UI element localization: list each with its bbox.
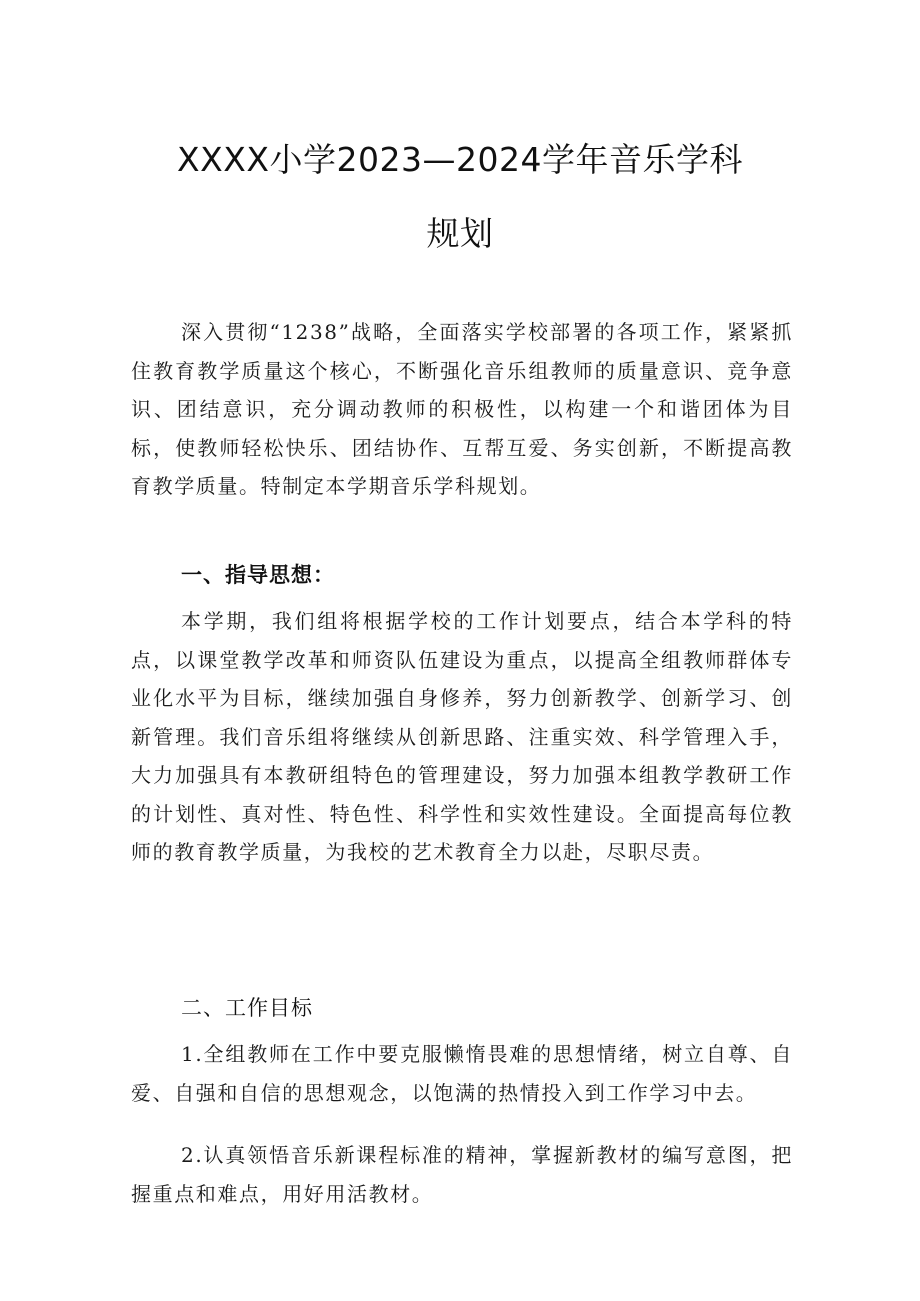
intro-paragraph: 深入贯彻“1238”战略，全面落实学校部署的各项工作，紧紧抓住教育教学质量这个核心，不断强化音乐组教师的质量意识、竞争意识、团结意识，充分调动教师的积极性，以构建一个和谐团体为目标，使教师轻松快乐、团结协作、互帮互爱、务实创新，不断提高教育教学质量。特制定本学期音乐学科规划。: [131, 320, 793, 498]
goal1-paragraph: 1.全组教师在工作中要克服懒惰畏难的思想情绪，树立自尊、自爱、自强和自信的思想观念，以饱满的热情投入到工作学习中去。: [131, 1042, 793, 1105]
section1-block: [131, 602, 793, 872]
section1-heading: 一、指导思想：: [181, 563, 335, 587]
section2-heading: 二、工作目标: [181, 996, 313, 1020]
goal1-block: [131, 1035, 793, 1112]
intro-block: [131, 313, 793, 506]
document-title-line1: XXXX小学2023—2024学年音乐学科: [177, 140, 743, 179]
section1-paragraph: 本学期，我们组将根据学校的工作计划要点，结合本学科的特点，以课堂教学改革和师资队伍建设为重点，以提高全组教师群体专业化水平为目标，继续加强自身修养，努力创新教学、创新学习、创新管理。我们音乐组将继续从创新思路、注重实效、科学管理入手，大力加强具有本教研组特色的管理建设，努力加强本组教学教研工作的计划性、真对性、特色性、科学性和实效性建设。全面提高每位教师的教育教学质量，为我校的艺术教育全力以赴，尽职尽责。: [131, 609, 793, 864]
document-title-line2: 规划: [426, 214, 494, 253]
goal2-block: [131, 1136, 793, 1213]
goal2-paragraph: 2.认真领悟音乐新课程标准的精神，掌握新教材的编写意图，把握重点和难点，用好用活教材。: [131, 1143, 793, 1206]
